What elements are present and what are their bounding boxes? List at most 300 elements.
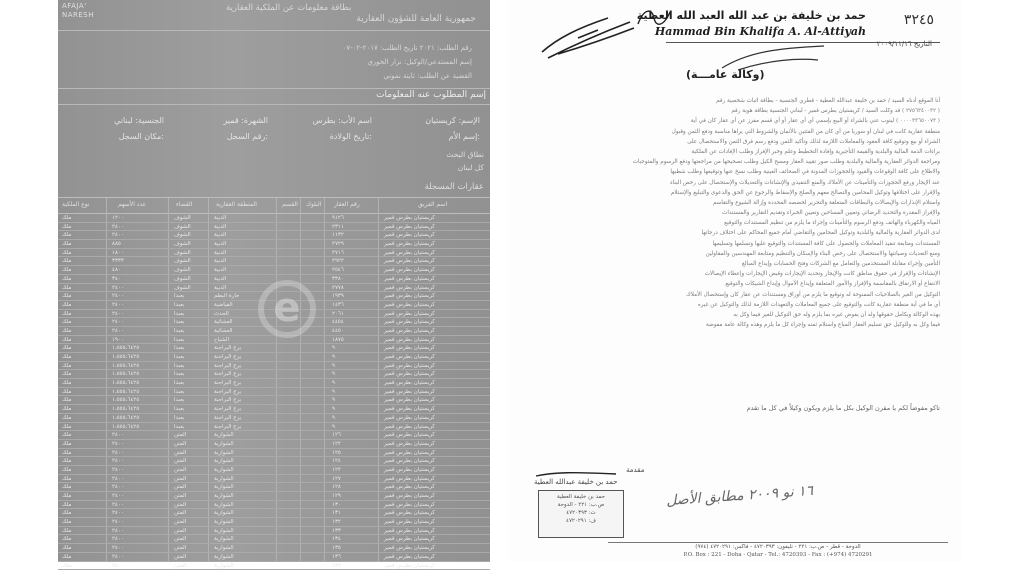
table-cell: ٢٤٠٠ [112,553,124,561]
table-cell: ١٣٤ [332,535,341,543]
signature-scribble [538,8,638,68]
table-cell: ٢٧١٦ [332,249,344,257]
table-cell: ١،٥٥٥،٦٤٢٥ [112,379,139,387]
table-cell: كريستيان بطرس قمير [384,544,435,552]
table-row [58,388,490,397]
top-left-header [62,2,94,20]
table-cell: كريستيان بطرس قمير [384,370,435,378]
header-parcel-number: رقم العقار [334,201,360,208]
table-cell: العشائية [214,318,233,326]
table-row [58,501,490,510]
table-cell: الشوف [174,214,191,222]
letter-body-line: التأمين وإجراء مقابلة المستخدمين والتعامل مع الشركات وفتح الحسابات وإيداع المبالغ [530,259,940,269]
table-cell: كريستيان بطرس قمير [384,483,435,491]
table-cell: ١،٥٥٥،٦٤٢٥ [112,370,139,378]
table-cell: ٢٤٠٠ [112,527,124,535]
table-cell: الشوارية [214,466,234,474]
section-heading: إسم المطلوب عنه المعلومات [376,90,486,100]
table-cell: برج البراجنة [214,396,241,404]
letter-body-line: فيما وكل به وللوكيل حق تسليم العقار المباع واستلام ثمنه وإجراء كل ما يلزم وهذه وكالة عامة مفوضة [530,320,940,330]
table-cell: كريستيان بطرس قمير [384,492,435,500]
table-cell: بعبدا [174,370,184,378]
table-cell: ملك [62,284,71,292]
table-row [58,562,490,570]
signer-name: حمد بن خليفة عبدالله العطية [534,478,617,486]
table-cell: ٢٤٠٠ [112,223,124,231]
table-row [58,440,490,449]
table-cell: ٤٨٠ [112,266,121,274]
table-cell: الشوارية [214,440,234,448]
table-cell: ملك [62,266,71,274]
table-row [58,423,490,432]
table-cell: ١،٥٥٥،٦٤٢٥ [112,344,139,352]
table-cell: المتن [174,509,186,517]
table-cell: ملك [62,457,71,465]
signature-stroke [534,470,618,478]
divider [58,104,490,105]
document-subtitle: جمهورية العامة للشؤون العقارية [356,14,476,24]
letter-body-line: ( ٢٧٥٦٣٤٠٠٣٢ ) قد وكلت السيد / كريستيان بطرس قمير - لبناني الجنسية بطاقة هوية رقم [530,106,940,116]
table-row [58,492,490,501]
table-cell: المتن [174,440,186,448]
table-cell: برج البراجنة [214,414,241,422]
table-cell: ٢٥٤٦ [332,266,344,274]
table-cell: ملك [62,214,71,222]
table-cell: ملك [62,423,71,431]
table-cell: المتن [174,466,186,474]
table-cell: بعبدا [174,310,184,318]
table-cell: ٢٤٠٠ [112,535,124,543]
table-cell: بعبدا [174,301,184,309]
table-row [58,449,490,458]
table-cell: ١٣٧ [332,562,341,570]
table-cell: ١،٥٥٥،٦٤٢٥ [112,353,139,361]
table-cell: ١،٥٥٥،٦٤٢٥ [112,388,139,396]
table-cell: كريستيان بطرس قمير [384,214,435,222]
table-row [58,535,490,544]
properties-table [58,197,490,562]
letter-body-line: ومنع التعديات وصيانتها والاستحصال على رخص البناء والإسكان والتنظيم ومتابعة المهندسين والمقاولين [530,249,940,259]
field-register-place: مكان السجل: [119,132,164,141]
table-cell: ملك [62,483,71,491]
table-cell: المتن [174,501,186,509]
letter-body-line: أي ما في أية منطقة عقارية كانت والتوقيع على جميع المعاملات والتعهدات اللازمة لذلك والتوكيل عن غيره [530,300,940,310]
table-cell: ملك [62,275,71,283]
letterhead-name-arabic: حمد بن خليفة بن عبد الله العبد الله العطية [637,9,866,22]
table-cell: ملك [62,249,71,257]
table-row [58,544,490,553]
table-cell: الدبية [214,275,226,283]
table-cell: ملك [62,257,71,265]
handwritten-note: ١٦ نو ٢٠٠٩ مطابق الأصل [666,483,814,509]
table-cell: برج البراجنة [214,379,241,387]
table-cell: ٢٤٠٠ [112,310,124,318]
table-cell: ملك [62,370,71,378]
table-cell: ١٢٢ [332,440,341,448]
table-body [58,214,490,562]
table-cell: بعبدا [174,362,184,370]
table-cell: ملك [62,344,71,352]
table-cell: ١٢٧ [332,475,341,483]
table-cell: ١٨٧٥ [332,336,344,344]
table-cell: كريستيان بطرس قمير [384,509,435,517]
table-cell: كريستيان بطرس قمير [384,553,435,561]
table-cell: الدبية [214,284,226,292]
table-cell: الشوف [174,284,191,292]
table-cell: كريستيان بطرس قمير [384,405,435,413]
table-row [58,362,490,371]
table-cell: الشوارية [214,518,234,526]
letter-body-line: بهذه الوكالة وبكامل حقوقها وله أن يفوض غيره بما يلزم وله حق التوكيل للغير فيما وكل به [530,310,940,320]
table-row [58,379,490,388]
table-cell: ملك [62,440,71,448]
table-cell: كريستيان بطرس قمير [384,431,435,439]
table-cell: الشوف [174,275,191,283]
table-cell: الدبية [214,231,226,239]
table-cell: ٩ [332,414,335,422]
table-cell: ملك [62,449,71,457]
table-cell: ملك [62,240,71,248]
table-cell: ٢٠٦١ [332,310,344,318]
header-line: AFAJA' [62,2,94,11]
table-cell: ١،٥٥٥،٦٤٢٥ [112,396,139,404]
table-cell: كريستيان بطرس قمير [384,344,435,352]
table-cell: ٩ [332,370,335,378]
footer-rule [608,542,948,543]
table-cell: الشوف [174,257,191,265]
letter-body-line: المستندات ومتابعة تنفيذ المعاملات والحصول على كافة المستندات والتوقيع عليها وتسلمها وتسليمها [530,239,940,249]
table-row [58,353,490,362]
table-cell: كريستيان بطرس قمير [384,388,435,396]
table-cell: بعبدا [174,292,184,300]
letter-body-line: لدى الدوائر العقارية والمالية والبلدية وتوكيل المحامين والتقاضي أمام جميع المحاكم على اختلاف درجاتها [530,228,940,238]
table-row [58,457,490,466]
stamp-line: ص.ب: ٢٢١ - الدوحة [539,501,623,509]
table-cell: الدبية [214,257,226,265]
table-cell: بعبدا [174,353,184,361]
table-cell: ٣٤٠ [112,275,121,283]
table-cell: ١٢٠٠ [112,214,124,222]
table-cell: ٩ [332,396,335,404]
stamp-line: ف: ٤٧٢٠٢٩١ [539,517,623,525]
field-first-name: الإسم: كريستيان [425,116,480,125]
table-cell: برج البراجنة [214,344,241,352]
table-cell: المتن [174,449,186,457]
table-cell: كريستيان بطرس قمير [384,353,435,361]
header-block: البلوك [306,201,321,208]
table-row [58,483,490,492]
table-cell: ١،٥٥٥،٦٤٢٥ [112,405,139,413]
table-cell: ١٣٦ [332,553,341,561]
meta-line: إسم المستدعي/الوكيل: نزار الخوري [367,58,472,66]
table-cell: ملك [62,379,71,387]
letter-body-line: التوكيل من الغير بالصلاحيات الممنوحة له وتوقيع ما يلزم من أوراق ومستندات عن عقار كان وإستحصال الأملاك [530,290,940,300]
table-cell: كريستيان بطرس قمير [384,518,435,526]
letter-body-line: ومراجعة الدوائر العقارية والمالية والبلدية وطلب صور تقييد العقار ومسح الكيل وطلب تصحيحها من مراجعتها ودفع الرسوم والمتوجبات [530,157,940,167]
table-cell: ٤٤٥٤ [332,318,344,326]
table-cell: ٢٤٠٠ [112,483,124,491]
closing-line: تاكو مفوضاً لكم يا مقرن الوكيل بكل ما يلزم ويكون وكيلاً في كل ما تقدم [530,404,940,412]
table-cell: ٨٨٥ [112,240,121,248]
table-cell: بعبدا [174,396,184,404]
table-cell: ٢٤٠٠ [112,284,124,292]
table-cell: ملك [62,544,71,552]
table-cell: كريستيان بطرس قمير [384,318,435,326]
table-cell: ملك [62,388,71,396]
table-cell: ٩ [332,362,335,370]
letter-body-line: والإقرار على اختلافها وتوكيل المحامين والتصالح معهم والصلح والإسقاط والرجوع عن الحق والدعوى والتبليغ والإستلام [530,188,940,198]
table-cell: ٢٧٧٨ [332,284,344,292]
table-cell: ١،٥٥٥،٦٤٢٥ [112,362,139,370]
table-cell: كريستيان بطرس قمير [384,301,435,309]
table-cell: المتن [174,518,186,526]
table-cell: ٢٤٠٠ [112,509,124,517]
table-cell: كريستيان بطرس قمير [384,449,435,457]
table-row [58,231,490,240]
table-cell: ٢٩٢٢ [332,257,344,265]
table-cell: ملك [62,318,71,326]
table-cell: بعبدا [174,318,184,326]
table-cell: ١٣١ [332,509,341,517]
table-cell: ١٨٠٠ [112,249,124,257]
table-cell: ١٢٨ [332,483,341,491]
letter-body-line: عند الإيجار ورفع الحجوزات والتأمينات عن الأملاك والمنع التنفيذي والإنشاءات والتعديلات والإستحصال على رخص البناء [530,178,940,188]
table-cell: ملك [62,562,71,570]
table-header [58,198,490,214]
table-row [58,223,490,232]
table-cell: الدبية [214,214,226,222]
table-cell: كريستيان بطرس قمير [384,527,435,535]
table-cell: ٩١٢٦ [332,214,344,222]
header-line: NARESH [62,11,94,20]
table-cell: بعبدا [174,423,184,431]
table-row [58,266,490,275]
table-cell: كريستيان بطرس قمير [384,223,435,231]
table-cell: ١٩٣٩ [332,292,344,300]
header-area: المنطقة العقارية [216,201,257,208]
letter-body-line: والاطلاع على كافة الوقوعات والقيود والحجوزات المدونة في الصحائف العينية وطلب نسخ عنها وتوقيعها وطلب شطبها [530,167,940,177]
table-cell: الشوارية [214,457,234,465]
table-cell: ملك [62,231,71,239]
table-cell: كريستيان بطرس قمير [384,457,435,465]
table-cell: كريستيان بطرس قمير [384,535,435,543]
table-cell: ٢٤٠٠ [112,327,124,335]
table-cell: ٢٤٠٠ [112,501,124,509]
field-nationality: الجنسية: لبناني [114,116,164,125]
table-cell: كريستيان بطرس قمير [384,501,435,509]
table-row [58,509,490,518]
table-cell: الشوف [174,249,191,257]
table-cell: ملك [62,353,71,361]
table-cell: كريستيان بطرس قمير [384,466,435,474]
letter-body-line: واستلام الإنذارات والإيصالات والبطاقات المتعلقة والتحرير لحصصه المحددة وإزالة الشيوع والتقاسم [530,198,940,208]
watermark-logo: e [258,280,316,338]
table-row [58,475,490,484]
field-register-number: رقم السجل: [227,132,268,141]
table-cell: ٢٧٢٩ [332,240,344,248]
table-cell: المتن [174,431,186,439]
letter-body [530,96,940,330]
table-cell: الشوف [174,223,191,231]
table-cell: ١٣٣ [332,527,341,535]
table-cell: ملك [62,518,71,526]
table-cell: المتن [174,457,186,465]
table-cell: ملك [62,414,71,422]
table-cell: بعبدا [174,327,184,335]
table-cell: الشوارية [214,483,234,491]
table-cell: ٢٣١١ [332,223,344,231]
table-cell: ٢٤٠٠ [112,475,124,483]
meta-line: القضية عن الطلب: ثابتة نموني [383,72,472,80]
table-cell: ملك [62,301,71,309]
letter-body-line: والإفراز المقدرة والتحديد الرضائي وتعيين المساحين وتعيين الخبراء وتقديم التقارير والمستندات [530,208,940,218]
table-cell: بعبدا [174,379,184,387]
table-cell: ١٢٩ [332,492,341,500]
table-cell: ٩ [332,379,335,387]
table-cell: ٢٤٠٠ [112,466,124,474]
divider [58,30,490,31]
table-cell: ٩ [332,423,335,431]
table-cell: حارة البطم [214,292,239,300]
table-cell: ملك [62,527,71,535]
table-cell: ٢٤٠٠ [112,292,124,300]
table-cell: كريستيان بطرس قمير [384,257,435,265]
table-row [58,466,490,475]
table-cell: ملك [62,475,71,483]
table-cell: ١٢٢ [332,466,341,474]
table-cell: الشوارية [214,527,234,535]
table-cell: الشياح [214,336,229,344]
divider [58,88,490,89]
table-cell: الشوف [174,231,191,239]
header-owner-name: اسم الفريق [418,201,447,208]
letter-body-line: ( ٠٠٠٠٣٣٦٥٠٠٧٣ ) لينوب عني بالشراء أو البيع بإسمي أي أي عقار أو أي قسم مفرز عن أي عقار كان في أية [530,116,940,126]
table-cell: ١،٥٥٥،٦٤٢٥ [112,423,139,431]
table-row [58,370,490,379]
table-cell: الدبية [214,240,226,248]
table-row [58,214,490,223]
table-row [58,553,490,562]
table-cell: ملك [62,362,71,370]
table-cell: ١٩٠٠ [112,336,124,344]
table-cell: ملك [62,431,71,439]
table-cell: ملك [62,223,71,231]
table-cell: كريستيان بطرس قمير [384,266,435,274]
table-row [58,257,490,266]
table-cell: كريستيان بطرس قمير [384,231,435,239]
table-cell: كريستيان بطرس قمير [384,284,435,292]
table-cell: ملك [62,405,71,413]
header-section: القسم [282,201,298,208]
footer-address-english: P.O. Box : 221 - Doha - Qatar - Tel.: 4720393 - Fax : (+974) 4720291 [608,552,948,558]
table-cell: ٢٤٠٠ [112,431,124,439]
table-cell: كريستيان بطرس قمير [384,292,435,300]
table-cell: المتن [174,562,186,570]
table-cell: المتن [174,483,186,491]
footer-address-arabic: الدوحة - قطر - ص.ب: ٢٢١ - تليفون: ٤٧٢٠٣٩٣ - فاكس: ٤٧٢٠٢٩١ (٩٧٤) [608,544,948,550]
table-row [58,518,490,527]
table-cell: ملك [62,327,71,335]
table-cell: الشوارية [214,431,234,439]
letter-body-line: الانتفاع أو الارتفاق بالمقاسمة والإفراز والأمور المتعلقة وإيداع الأموال وإيداع الشيكات والتوقيع [530,279,940,289]
table-cell: الدبية [214,249,226,257]
table-cell: الشوارية [214,492,234,500]
table-cell: الحدث [214,310,229,318]
table-cell: ٢٤٠٠ [112,518,124,526]
table-row [58,431,490,440]
table-cell: الشوف [174,266,191,274]
table-cell: ١٢٥ [332,449,341,457]
table-cell: ١٢٦ [332,431,341,439]
table-cell: بعبدا [174,388,184,396]
table-cell: المتن [174,527,186,535]
field-family-name: الشهرة: قمير [223,116,268,125]
table-cell: الشوارية [214,544,234,552]
table-cell: الدبية [214,223,226,231]
table-cell: الشوارية [214,553,234,561]
table-row [58,240,490,249]
table-cell: المتن [174,544,186,552]
table-row [58,336,490,345]
letter-body-line: منطقة عقارية كانت في لبنان أو سوريا من أي كان من الفئتين بالأثمان والشروط التي يراها مناسبة ودفع الثمن وقبول [530,127,940,137]
table-cell: كريستيان بطرس قمير [384,240,435,248]
table-cell: ١٤٣٦ [332,301,344,309]
letter-body-line: الإنشاءات والإفراز في حقوق مناطق كانت والإيجار وتحديد الإيجارات وقبض الإيجارات وإعطاء الإيصالات [530,269,940,279]
letter-body-line: المياه والكهرباء والهاتف ودفع الرسوم والتأمينات وإجراء ما يلزم من تنظيم المستندات والتوقيع [530,218,940,228]
table-cell: ٤٤٥٠ [332,327,344,335]
table-cell: ١٣٢ [332,518,341,526]
table-cell: برج البراجنة [214,353,241,361]
table-cell: ٢٤٠٠ [112,231,124,239]
table-cell: كريستيان بطرس قمير [384,310,435,318]
table-cell: برج البراجنة [214,423,241,431]
table-row [58,405,490,414]
table-cell: برج البراجنة [214,405,241,413]
table-cell: كريستيان بطرس قمير [384,327,435,335]
table-cell: ملك [62,501,71,509]
table-cell: ١٣٥ [332,544,341,552]
table-cell: الفياضية [214,301,233,309]
meta-line: رقم الطلب: ٢٠٢١ تاريخ الطلب: ٢٠١٧-٠٢-٠٧ [343,44,472,52]
scope-label: نطاق البحث [446,150,484,159]
stamp-line: ت: ٤٧٢٠٣٩٣ [539,509,623,517]
table-row [58,344,490,353]
table-cell: كريستيان بطرس قمير [384,562,435,570]
field-mother-name: إسم الأم: [449,132,480,141]
table-cell: الدبية [214,266,226,274]
table-cell: ملك [62,336,71,344]
table-cell: الشوارية [214,562,234,570]
table-cell: ٩ [332,405,335,413]
table-row [58,414,490,423]
table-cell: برج البراجنة [214,362,241,370]
table-cell: الشوف [174,240,191,248]
land-registry-document [58,0,490,562]
table-cell: ملك [62,535,71,543]
header-ownership-type: نوع الملكية [62,201,90,208]
table-row [58,527,490,536]
table-cell: ١٢٤ [332,457,341,465]
table-cell: ١١٣٢ [332,231,344,239]
table-row [58,396,490,405]
table-cell: ملك [62,509,71,517]
table-cell: الشوارية [214,509,234,517]
header-district: القضاء [176,201,192,208]
letter-heading: (وكالة عامـــة) [686,68,764,81]
table-cell: كريستيان بطرس قمير [384,414,435,422]
table-cell: كريستيان بطرس قمير [384,275,435,283]
table-cell: ٩ [332,344,335,352]
